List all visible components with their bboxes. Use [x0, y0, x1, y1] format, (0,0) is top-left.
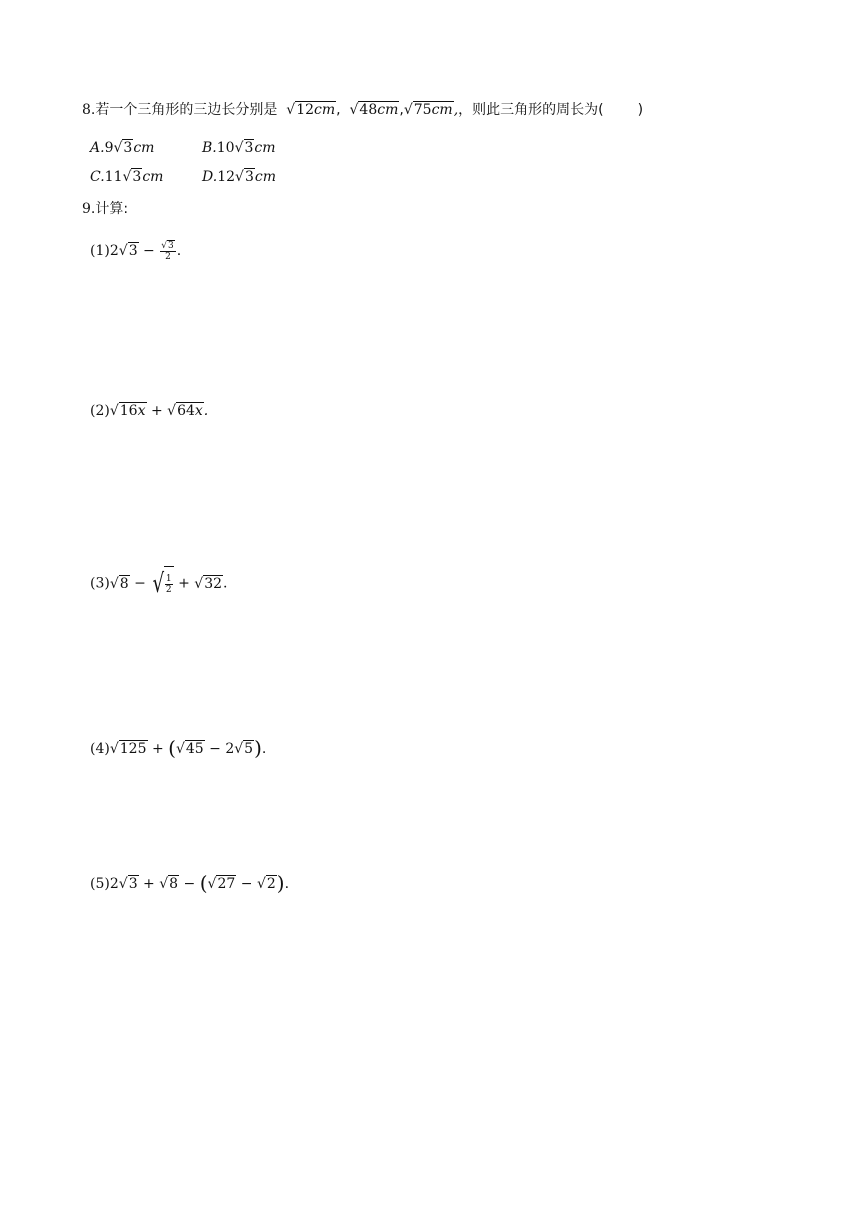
question-8-stem: 8.若一个三角形的三边长分别是 √12cm, √48cm,√75cm,，则此三角形的周长为( )	[82, 102, 644, 118]
radical-side-2: √48cm	[349, 102, 399, 118]
option-d: D.12√3cm	[202, 169, 276, 185]
option-c: C.11√3cm	[90, 169, 164, 185]
q9-part-3: (3)√8 − √ $\frac{1}{2}$ + √32.	[90, 566, 227, 600]
q9-part-5: (5)2√3 + √8 − (√27 − √2).	[90, 871, 290, 895]
q9-part-2: (2)√16x + √64x.	[90, 403, 209, 419]
q9-part-4: (4)√125 + (√45 − 2√5).	[90, 736, 267, 760]
fraction-sqrt3-over-2: $\frac{√3}{2}$	[161, 241, 174, 262]
option-b: B.10√3cm	[202, 140, 276, 156]
question-number: 8.	[82, 102, 96, 118]
radical-side-1: √12cm	[286, 102, 336, 118]
radical-fraction-1-over-2: √ $\frac{1}{2}$	[150, 566, 173, 601]
option-a: A.9√3cm	[90, 140, 155, 156]
question-stem-text: 若一个三角形的三边长分别是	[95, 102, 278, 118]
radical-side-3: √75cm	[403, 102, 453, 118]
question-stem-tail: ，则此三角形的周长为(	[458, 102, 604, 118]
q9-part-1: (1)2√3 − $\frac{√3}{2}$ .	[90, 241, 182, 262]
question-9-title: 9.计算:	[82, 201, 129, 217]
